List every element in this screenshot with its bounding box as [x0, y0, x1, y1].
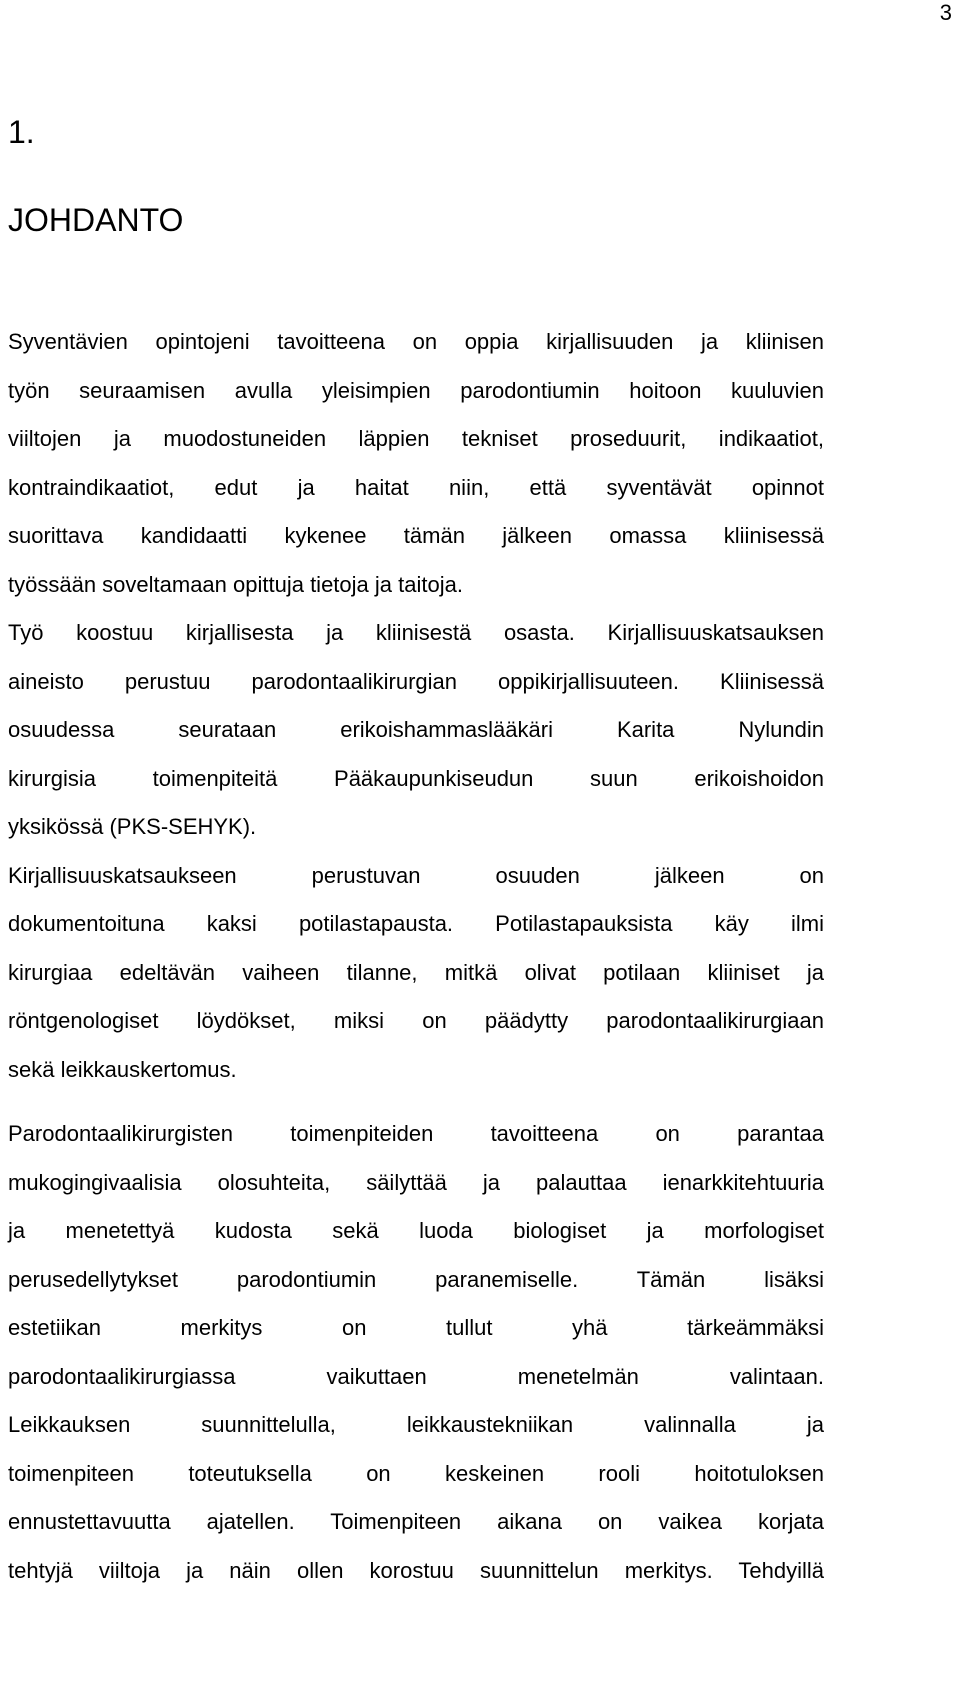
text-line: Leikkauksen suunnittelulla, leikkaustekniikan valinnalla ja: [8, 1412, 824, 1437]
text-line: ja menetettyä kudosta sekä luoda biologiset ja morfologiset: [8, 1218, 824, 1243]
text-line: parodontaalikirurgiassa vaikuttaen menetelmän valintaan.: [8, 1363, 824, 1389]
text-line: estetiikan merkitys on tullut yhä tärkeämmäksi: [8, 1315, 824, 1340]
chapter-number: 1.: [8, 114, 35, 150]
text-line: Parodontaalikirurgisten toimenpiteiden tavoitteena on parantaa: [8, 1121, 824, 1146]
text-line: tehtyjä viiltoja ja näin ollen korostuu suunnittelun merkitys. Tehdyillä: [8, 1557, 824, 1583]
text-line: mukogingivaalisia olosuhteita, säilyttää ja palauttaa ienarkkitehtuuria: [8, 1169, 824, 1195]
text-line: Kirjallisuuskatsaukseen perustuvan osuuden jälkeen on: [8, 862, 824, 888]
text-line: kirurgisia toimenpiteitä Pääkaupunkiseudun suun erikoishoidon: [8, 765, 824, 791]
text-line: kirurgiaa edeltävän vaiheen tilanne, mitkä olivat potilaan kliiniset ja: [8, 959, 824, 985]
text-line: aineisto perustuu parodontaalikirurgian oppikirjallisuuteen. Kliinisessä: [8, 668, 824, 694]
text-line: röntgenologiset löydökset, miksi on päädytty parodontaalikirurgiaan: [8, 1008, 824, 1033]
page-number: 3: [939, 0, 952, 25]
text-line: Syventävien opintojeni tavoitteena on oppia kirjallisuuden ja kliinisen: [8, 329, 824, 354]
paragraph-2: [8, 1110, 824, 1595]
chapter-title: JOHDANTO: [8, 202, 184, 238]
text-line: yksikössä (PKS-SEHYK).: [8, 814, 257, 839]
text-line: suorittava kandidaatti kykenee tämän jälkeen omassa kliinisessä: [8, 523, 824, 548]
text-line: perusedellytykset parodontiumin paranemiselle. Tämän lisäksi: [8, 1266, 824, 1292]
text-line: sekä leikkauskertomus.: [8, 1056, 237, 1082]
text-line: osuudessa seurataan erikoishammaslääkäri Karita Nylundin: [8, 717, 824, 742]
text-line: dokumentoituna kaksi potilastapausta. Potilastapauksista käy ilmi: [8, 911, 824, 936]
text-line: viiltojen ja muodostuneiden läppien tekniset proseduurit, indikaatiot,: [8, 426, 824, 451]
text-line: Työ koostuu kirjallisesta ja kliinisestä osasta. Kirjallisuuskatsauksen: [8, 620, 824, 645]
text-line: työssään soveltamaan opittuja tietoja ja taitoja.: [8, 571, 463, 597]
text-line: työn seuraamisen avulla yleisimpien parodontiumin hoitoon kuuluvien: [8, 377, 824, 403]
paragraph-1: [8, 318, 824, 1094]
text-line: ennustettavuutta ajatellen. Toimenpiteen aikana on vaikea korjata: [8, 1509, 824, 1534]
text-line: toimenpiteen toteutuksella on keskeinen rooli hoitotuloksen: [8, 1460, 824, 1486]
text-line: kontraindikaatiot, edut ja haitat niin, että syventävät opinnot: [8, 474, 824, 500]
